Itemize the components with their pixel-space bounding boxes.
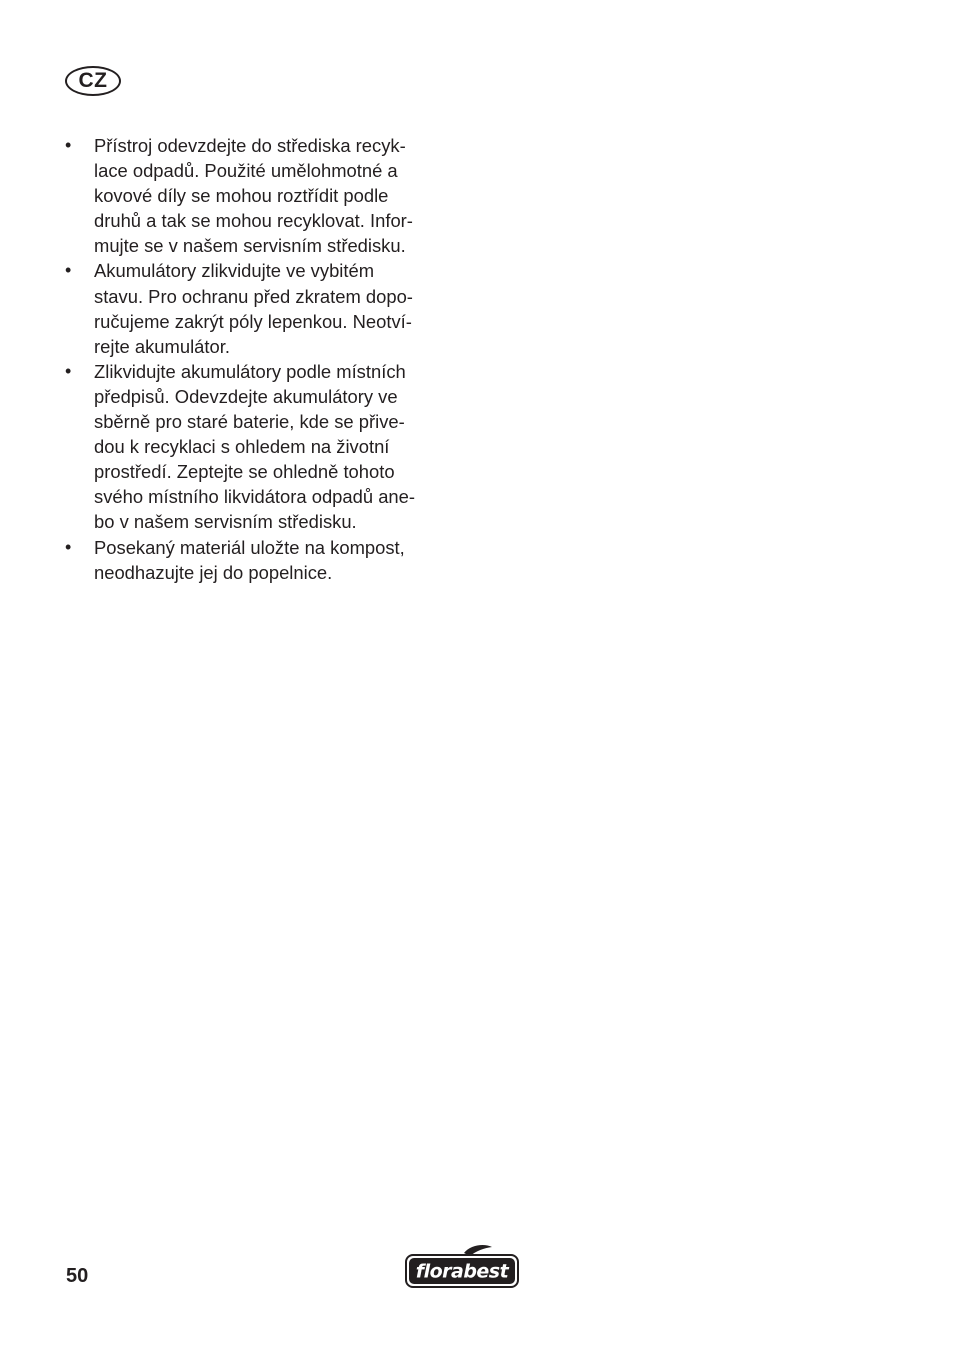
bullet-item-battery-discharge — [62, 258, 452, 358]
text-line: předpisů. Odevzdejte akumulátory ve — [94, 385, 398, 407]
text-line: druhů a tak se mohou recyklovat. Infor- — [94, 210, 413, 232]
bullet-list — [62, 133, 452, 585]
text-line: Akumulátory zlikvidujte ve vybitém — [94, 260, 375, 282]
bullet-item-battery-disposal — [62, 359, 452, 535]
bullet-marker: • — [65, 536, 72, 557]
text-line: Přístroj odevzdejte do střediska recyk- — [94, 135, 406, 156]
text-line: svého místního likvidátora odpadů ane- — [94, 486, 416, 508]
text-line: rejte akumulátor. — [94, 335, 230, 357]
bullet-marker: • — [65, 360, 72, 381]
svg-text:florabest: florabest — [415, 1260, 509, 1283]
text-line: stavu. Pro ochranu před zkratem dopo- — [94, 285, 413, 307]
text-line: sběrně pro staré baterie, kde se přive- — [94, 411, 405, 433]
text-line: neodhazujte jej do popelnice. — [94, 561, 333, 583]
bullet-item-compost — [62, 535, 452, 585]
florabest-logo — [404, 1244, 520, 1290]
bullet-marker: • — [65, 135, 72, 155]
text-line: mujte se v našem servisním středisku. — [94, 235, 406, 257]
text-line: lace odpadů. Použité umělohmotné a — [94, 160, 398, 182]
language-badge: CZ — [65, 66, 121, 96]
disposal-instructions — [62, 133, 452, 585]
text-line: kovové díly se mohou roztřídit podle — [94, 185, 389, 207]
text-line: Zlikvidujte akumulátory podle místních — [94, 360, 406, 382]
text-line: Posekaný materiál uložte na kompost, — [94, 536, 405, 558]
page-number: 50 — [66, 1265, 89, 1287]
bullet-item-recycling — [62, 133, 452, 258]
text-line: prostředí. Zeptejte se ohledně tohoto — [94, 461, 395, 483]
text-line: dou k recyklaci s ohledem na životní — [94, 436, 390, 458]
text-line: bo v našem servisním středisku. — [94, 511, 357, 533]
bullet-marker: • — [65, 260, 72, 281]
text-line: ručujeme zakrýt póly lepenkou. Neotví- — [94, 310, 412, 332]
